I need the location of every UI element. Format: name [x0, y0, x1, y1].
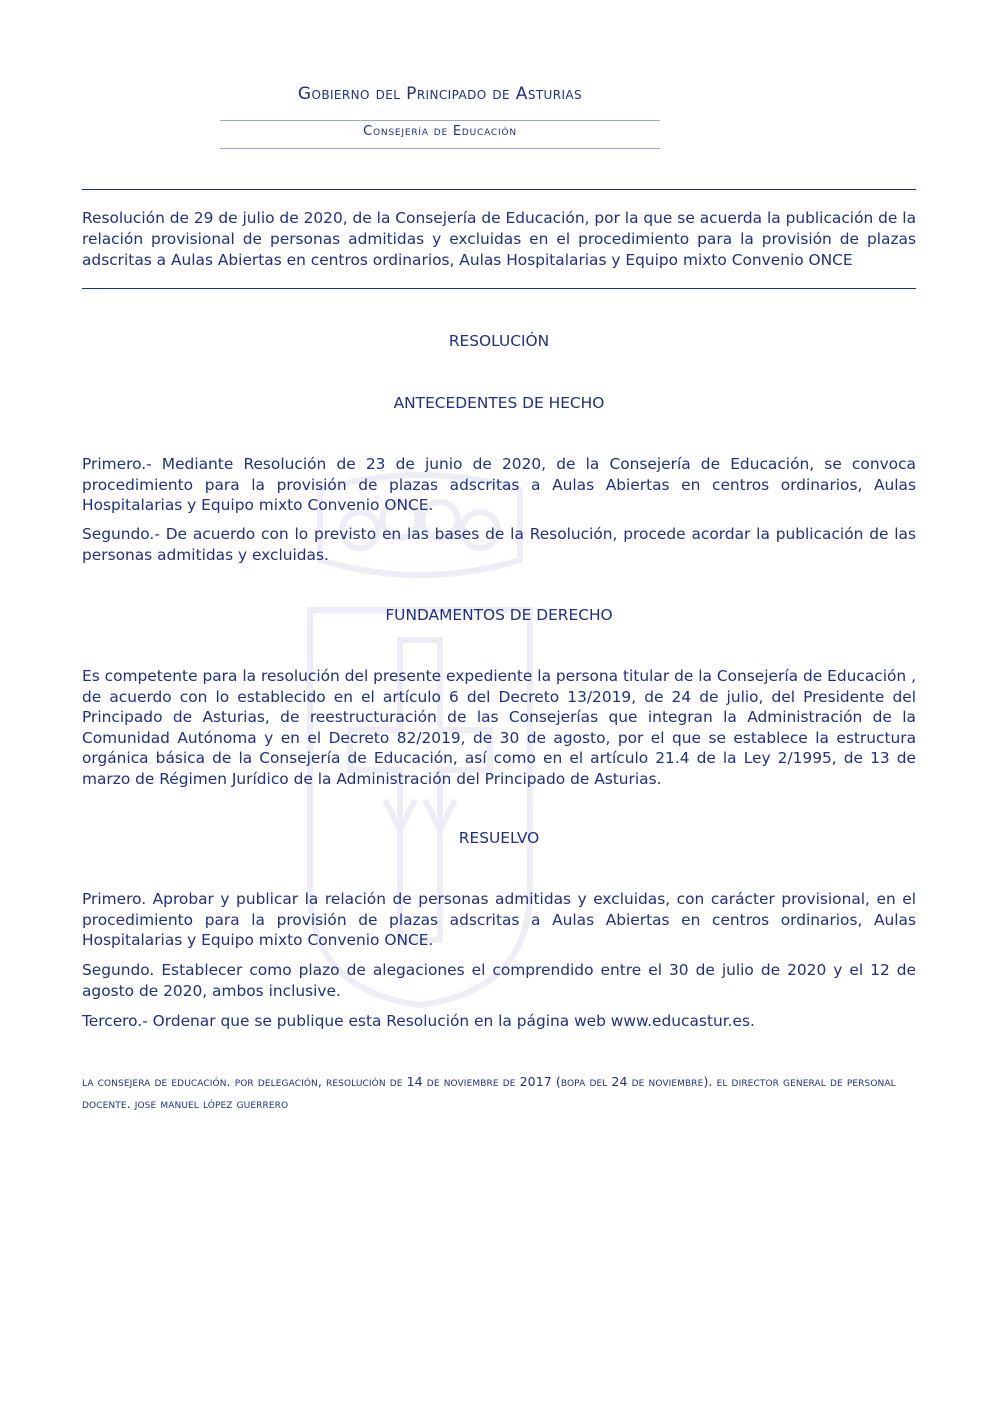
antecedentes-primero: Primero.- Mediante Resolución de 23 de junio de 2020, de la Consejería de Educación, se convoca procedimiento para la provisión de plazas adscritas a Aulas Abiertas en centros ordinarios, Aulas Hospitalarias y Equipo mixto Convenio ONCE. [82, 455, 916, 514]
antecedentes-heading: ANTECEDENTES DE HECHO [393, 394, 605, 412]
resuelvo-heading: RESUELVO [458, 829, 540, 847]
header-rule-bottom [220, 148, 660, 149]
summary-rule-bottom [82, 288, 916, 289]
signature-block: la consejera de educación. por delegación, resolución de 14 de noviembre de 2017 (bopa del 24 de noviembre). el director general de personal docente. jose manuel lópez guerrero [82, 1074, 896, 1111]
antecedentes-segundo: Segundo.- De acuerdo con lo previsto en las bases de la Resolución, procede acordar la publicación de las personas admitidas y excluidas. [82, 525, 916, 564]
department-name: Consejería de Educación [363, 124, 517, 139]
resuelvo-primero: Primero. Aprobar y publicar la relación de personas admitidas y excluidas, con carácter provisional, en el procedimiento para la provisión de plazas adscritas a Aulas Abiertas en centros ordinarios, Aulas Hospitalarias y Equipo mixto Convenio ONCE. [82, 890, 916, 949]
header-rule-top [220, 120, 660, 121]
fundamentos-heading: FUNDAMENTOS DE DERECHO [385, 606, 613, 624]
resolucion-heading: RESOLUCIÓN [448, 332, 550, 350]
government-header [220, 82, 660, 106]
resuelvo-tercero: Tercero.- Ordenar que se publique esta Resolución en la página web www.educastur.es. [82, 1012, 755, 1030]
government-title: Gobierno del Principado de Asturias [297, 84, 583, 104]
resolution-summary: Resolución de 29 de julio de 2020, de la Consejería de Educación, por la que se acuerda la publicación de la relación provisional de personas admitidas y excluidas en el procedimiento para la provisión de plazas adscritas a Aulas Abiertas en centros ordinarios, Aulas Hospitalarias y Equipo mixto Convenio ONCE [82, 209, 916, 269]
summary-rule-top [82, 189, 916, 190]
resuelvo-segundo: Segundo. Establecer como plazo de alegaciones el comprendido entre el 30 de julio de 2020 y el 12 de agosto de 2020, ambos inclusive. [82, 961, 916, 1000]
fundamentos-paragraph: Es competente para la resolución del presente expediente la persona titular de la Consejería de Educación , de acuerdo con lo establecido en el artículo 6 del Decreto 13/2019, de 24 de julio, del Presidente del Principado de Asturias, de reestructuración de las Consejerías que integran la Administración de la Comunidad Autónoma y en el Decreto 82/2019, de 30 de agosto, por el que se establece la estructura orgánica básica de la Consejería de Educación, así como en el artículo 21.4 de la Ley 2/1995, de 13 de marzo de Régimen Jurídico de la Administración del Principado de Asturias. [82, 667, 916, 788]
